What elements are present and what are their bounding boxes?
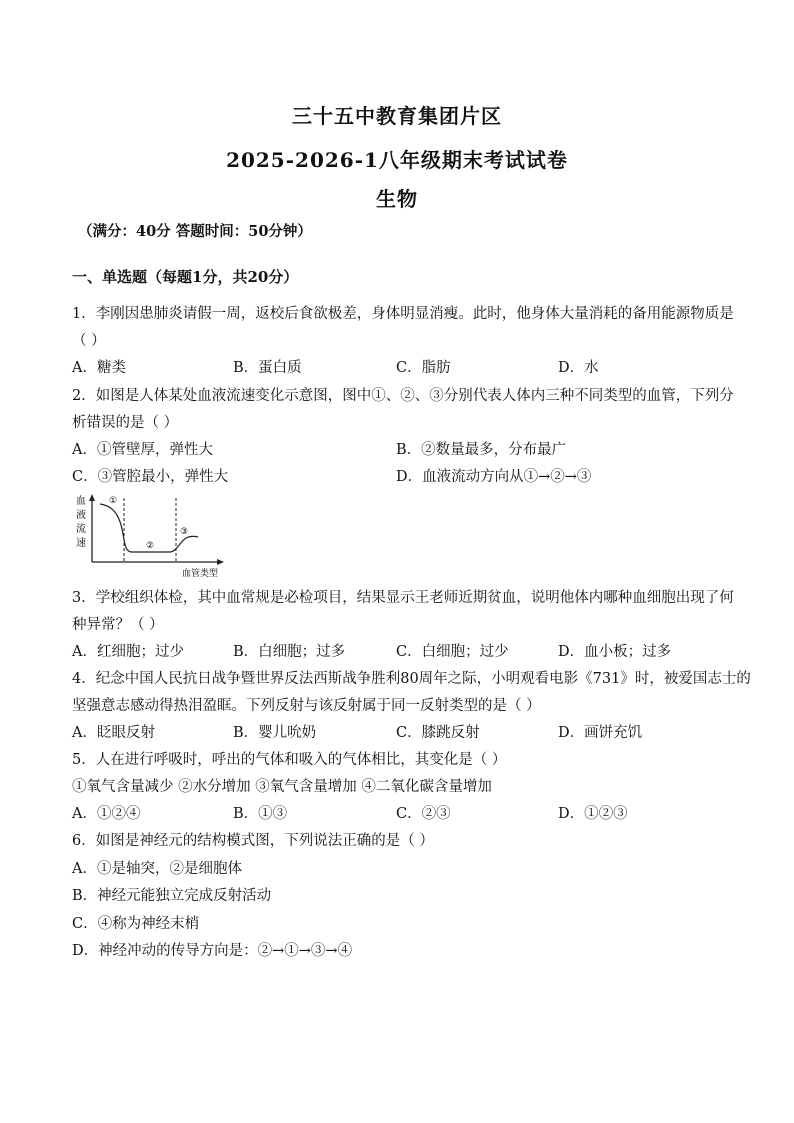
q1-option-d: D．水 <box>558 360 599 376</box>
q2-option-c: C．③管腔最小，弹性大 <box>72 469 229 485</box>
q1-option-a: A．糖类 <box>72 360 126 376</box>
q3-option-c: C．白细胞；过少 <box>396 644 509 660</box>
q3-option-b: B．白细胞；过多 <box>233 644 346 660</box>
school-title: 三十五中教育集团片区 <box>292 104 502 128</box>
section-heading: 一、单选题（每题1分，共20分） <box>72 268 299 286</box>
q6-option-b: B．神经元能独立完成反射活动 <box>72 888 272 904</box>
q5-option-c: C．②③ <box>396 806 451 822</box>
subject-title: 生物 <box>376 187 418 211</box>
q4-stem-line1: 4．纪念中国人民抗日战争暨世界反法西斯战争胜利80周年之际，小明观看电影《731》时，被爱国志士的 <box>72 671 751 687</box>
q5-option-b: B．①③ <box>233 806 288 822</box>
figure-ylabel-2: 液 <box>76 510 86 521</box>
figure-y-arrow <box>89 494 95 501</box>
q2-option-d: D．血液流动方向从①→②→③ <box>396 469 592 485</box>
blood-flow-figure <box>70 490 230 580</box>
figure-ylabel-4: 速 <box>76 538 86 549</box>
q1-stem-line2: （ ） <box>72 333 106 349</box>
q6-stem-line1: 6．如图是神经元的结构模式图，下列说法正确的是（ ） <box>72 833 434 849</box>
q2-option-b: B．②数量最多，分布最广 <box>396 442 567 458</box>
q2-stem-line1: 2．如图是人体某处血液流速变化示意图，图中①、②、③分别代表人体内三种不同类型的血管，下列分 <box>72 388 734 404</box>
q4-option-d: D．画饼充饥 <box>558 725 643 741</box>
q3-option-a: A．红细胞；过少 <box>72 644 184 660</box>
q1-option-c: C．脂肪 <box>396 360 451 376</box>
q3-option-d: D．血小板；过多 <box>558 644 672 660</box>
figure-x-arrow <box>217 559 224 565</box>
q4-stem-line2: 坚强意志感动得热泪盈眶。下列反射与该反射属于同一反射类型的是（ ） <box>72 698 541 714</box>
exam-meta: （满分：40分 答题时间：50分钟） <box>78 223 312 240</box>
figure-marker-3: ③ <box>180 527 189 537</box>
q3-stem-line2: 种异常？（ ） <box>72 617 164 633</box>
q3-stem-line1: 3．学校组织体检，其中血常规是必检项目，结果显示王老师近期贫血，说明他体内哪种血细胞出现了何 <box>72 590 734 606</box>
q4-option-a: A．眨眼反射 <box>72 725 155 741</box>
q1-stem-line1: 1．李刚因患肺炎请假一周，返校后食欲极差，身体明显消瘦。此时，他身体大量消耗的备用能源物质是 <box>72 306 734 322</box>
q2-option-a: A．①管壁厚，弹性大 <box>72 442 213 458</box>
q2-stem-line2: 析错误的是（ ） <box>72 415 179 431</box>
figure-ylabel-3: 流 <box>76 524 86 535</box>
q5-stem-line2: ①氧气含量减少 ②水分增加 ③氧气含量增加 ④二氧化碳含量增加 <box>72 779 492 795</box>
q6-option-c: C．④称为神经末梢 <box>72 916 200 932</box>
q6-option-a: A．①是轴突，②是细胞体 <box>72 861 242 877</box>
exam-title: 2025-2026-1八年级期末考试试卷 <box>226 148 568 172</box>
figure-marker-1: ① <box>109 496 118 506</box>
q5-option-a: A．①②④ <box>72 806 141 822</box>
figure-ylabel-1: 血 <box>76 496 86 507</box>
figure-xlabel: 血管类型 <box>182 569 219 579</box>
q4-option-c: C．膝跳反射 <box>396 725 480 741</box>
figure-marker-2: ② <box>146 541 155 551</box>
q1-option-b: B．蛋白质 <box>233 360 302 376</box>
q4-option-b: B．婴儿吮奶 <box>233 725 317 741</box>
q5-stem-line1: 5．人在进行呼吸时，呼出的气体和吸入的气体相比，其变化是（ ） <box>72 752 507 768</box>
q6-option-d: D．神经冲动的传导方向是：②→①→③→④ <box>72 943 353 959</box>
q5-option-d: D．①②③ <box>558 806 628 822</box>
